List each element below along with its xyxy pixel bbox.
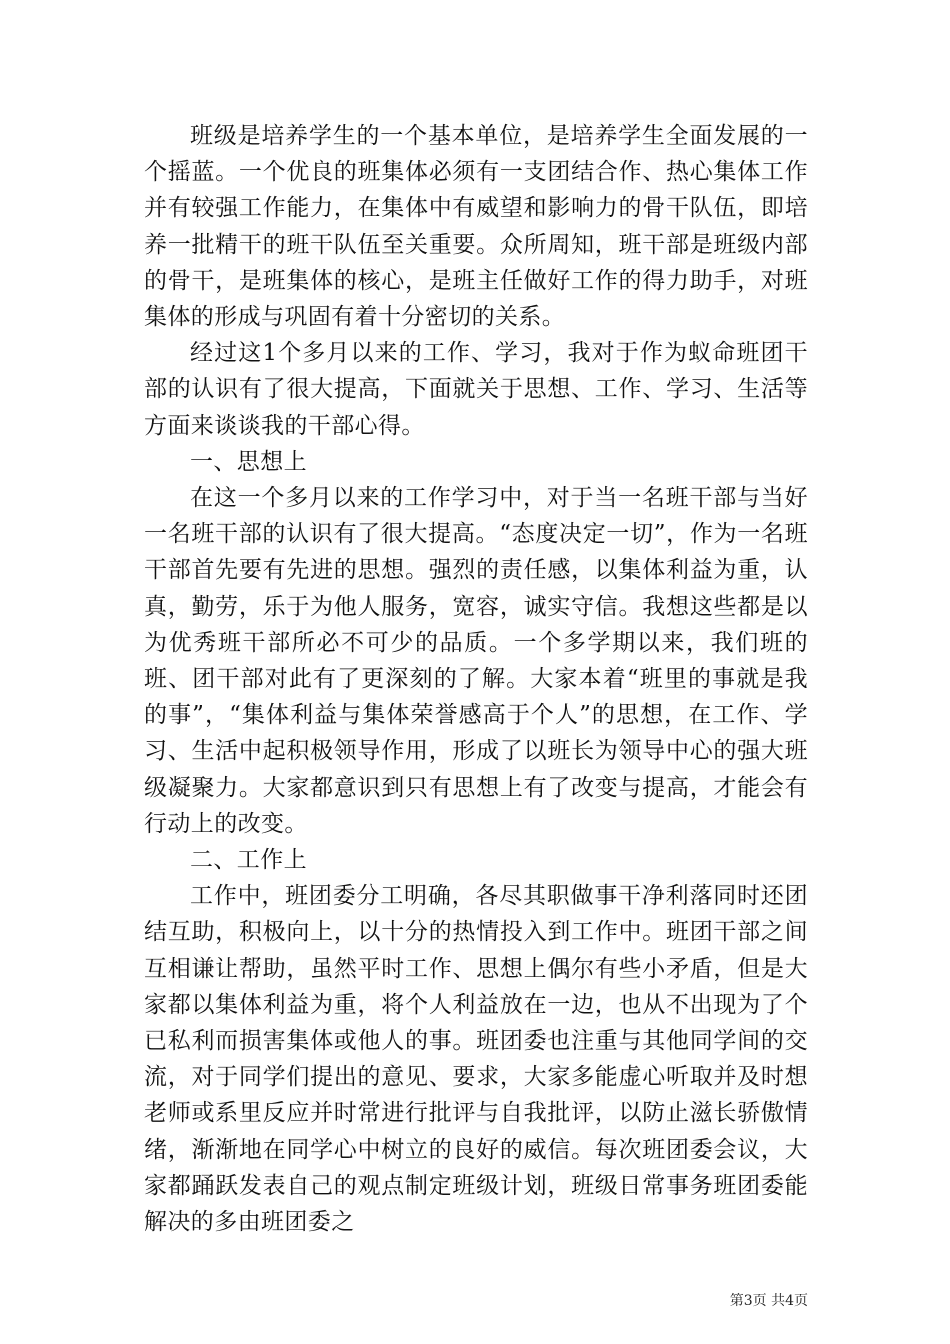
document-body — [144, 118, 808, 1240]
paragraph-intro: 班级是培养学生的一个基本单位，是培养学生全面发展的一个摇蓝。一个优良的班集体必须有一支团结合作、热心集体工作并有较强工作能力，在集体中有威望和影响力的骨干队伍，即培养一批精干的班干队伍至关重要。众所周知，班干部是班级内部的骨干，是班集体的核心，是班主任做好工作的得力助手，对班集体的形成与巩固有着十分密切的关系。 — [144, 123, 808, 331]
page-number: 第3页 共4页 — [729, 1293, 808, 1309]
paragraph-overview: 经过这1个多月以来的工作、学习，我对于作为蚁命班团干部的认识有了很大提高，下面就关于思想、工作、学习、生活等方面来谈谈我的干部心得。 — [144, 340, 808, 439]
section-heading-thought: 一、思想上 — [190, 448, 307, 475]
paragraph-work: 工作中，班团委分工明确，各尽其职做事干净利落同时还团结互助，积极向上，以十分的热情投入到工作中。班团干部之间互相谦让帮助，虽然平时工作、思想上偶尔有些小矛盾，但是大家都以集体利益为重，将个人利益放在一边，也从不出现为了个已私利而损害集体或他人的事。班团委也注重与其他同学间的交流，对于同学们提出的意见、要求，大家多能虚心听取并及时想老师或系里反应并时常进行批评与自我批评，以防止滋长骄傲情绪，渐渐地在同学心中树立的良好的威信。每次班团委会议，大家都踊跃发表自己的观点制定班级计划，班级日常事务班团委能解决的多由班团委之 — [144, 883, 808, 1236]
paragraph-thought: 在这一个多月以来的工作学习中，对于当一名班干部与当好一名班干部的认识有了很大提高。“态度决定一切”，作为一名班干部首先要有先进的思想。强烈的责任感，以集体利益为重，认真，勤劳，乐于为他人服务，宽容，诚实守信。我想这些都是以为优秀班干部所必不可少的品质。一个多学期以来，我们班的班、团干部对此有了更深刻的了解。大家本着“班里的事就是我的事”，“集体利益与集体荣誉感高于个人”的思想，在工作、学习、生活中起积极领导作用，形成了以班长为领导中心的强大班级凝聚力。大家都意识到只有思想上有了改变与提高，才能会有行动上的改变。 — [144, 485, 808, 837]
section-heading-work: 二、工作上 — [190, 847, 307, 874]
